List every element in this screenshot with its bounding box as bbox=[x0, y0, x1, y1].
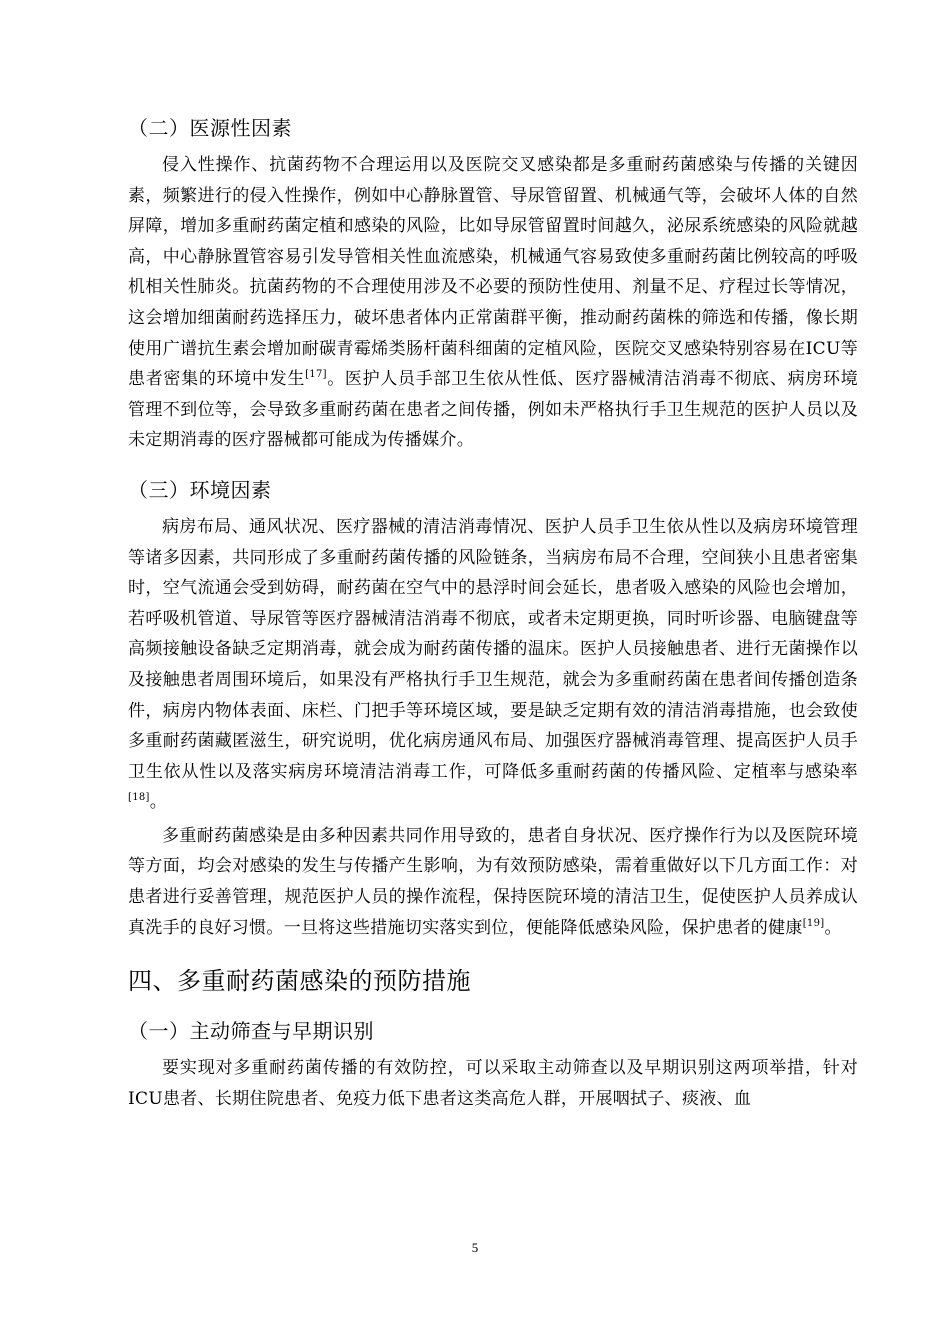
paragraph-text: 要实现对多重耐药菌传播的有效防控，可以采取主动筛查以及早期识别这两项举措，针对ICU患者、长期住院患者、免疫力低下患者这类高危人群，开展咽拭子、痰液、血 bbox=[128, 1058, 858, 1109]
section-heading-environment-factors: （三）环境因素 bbox=[128, 477, 272, 502]
paragraph-text-continued: 。医护人员手部卫生依从性低、医疗器械清洁消毒不彻底、病房环境管理不到位等，会导致多重耐药菌在患者之间传播，例如未严格执行手卫生规范的医护人员以及未定期消毒的医疗器械都可能成为传播媒介。 bbox=[128, 369, 859, 451]
paragraph-screening bbox=[128, 1053, 858, 1114]
paragraph-text: 侵入性操作、抗菌药物不合理运用以及医院交叉感染都是多重耐药菌感染与传播的关键因素，频繁进行的侵入性操作，例如中心静脉置管、导尿管留置、机械通气等，会破坏人体的自然屏障，增加多重耐药菌定植和感染的风险，比如导尿管留置时间越久，泌尿系统感染的风险就越高，中心静脉置管容易引发导管相关性血流感染，机械通气容易致使多重耐药菌比例较高的呼吸机相关性肺炎。抗菌药物的不合理使用涉及不必要的预防性使用、剂量不足、疗程过长等情况，这会增加细菌耐药选择压力，破坏患者体内正常菌群平衡，推动耐药菌株的筛选和传播，像长期使用广谱抗生素会增加耐碳青霉烯类肠杆菌科细菌的定植风险，医院交叉感染特别容易在ICU等患者密集的环境中发生 bbox=[128, 155, 858, 390]
citation-ref-17: [17] bbox=[305, 369, 327, 381]
citation-ref-18: [18] bbox=[128, 792, 150, 804]
citation-ref-19: [19] bbox=[802, 917, 825, 929]
page-number: 5 bbox=[471, 1240, 479, 1255]
paragraph-medical-factors bbox=[128, 150, 858, 456]
paragraph-text-continued: 。 bbox=[824, 917, 842, 938]
paragraph-summary bbox=[128, 821, 858, 943]
section-heading-medical-factors: （二）医源性因素 bbox=[128, 116, 292, 140]
paragraph-text: 病房布局、通风状况、医疗器械的清洁消毒情况、医护人员手卫生依从性以及病房环境管理等诸多因素，共同形成了多重耐药菌传播的风险链条，当病房布局不合理，空间狭小且患者密集时，空气流通会受到妨碍，耐药菌在空气中的悬浮时间会延长，患者吸入感染的风险也会增加，若呼吸机管道、导尿管等医疗器械清洁消毒不彻底，或者未定期更换，同时听诊器、电脑键盘等高频接触设备缺乏定期消毒，就会成为耐药菌传播的温床。医护人员接触患者、进行无菌操作以及接触患者周围环境后，如果没有严格执行手卫生规范，就会为多重耐药菌在患者间传播创造条件，病房内物体表面、床栏、门把手等环境区域，要是缺乏定期有效的清洁消毒措施，也会致使多重耐药菌藏匿滋生，研究说明，优化病房通风布局、加强医疗器械消毒管理、提高医护人员手卫生依从性以及落实病房环境清洁消毒工作，可降低多重耐药菌的传播风险、定植率与感染率 bbox=[128, 516, 858, 782]
section-heading-screening: （一）主动筛查与早期识别 bbox=[128, 1019, 374, 1044]
chapter-heading-prevention: 四、多重耐药菌感染的预防措施 bbox=[128, 967, 471, 996]
paragraph-environment-factors bbox=[128, 512, 858, 818]
paragraph-text: 多重耐药菌感染是由多种因素共同作用导致的，患者自身状况、医疗操作行为以及医院环境等方面，均会对感染的发生与传播产生影响，为有效预防感染，需着重做好以下几方面工作：对患者进行妥善管理，规范医护人员的操作流程，保持医院环境的清洁卫生，促使医护人员养成认真洗手的良好习惯。一旦将这些措施切实落实到位，便能降低感染风险，保护患者的健康 bbox=[128, 825, 858, 938]
paragraph-text-continued: 。 bbox=[149, 792, 168, 813]
page-content bbox=[128, 110, 858, 1114]
